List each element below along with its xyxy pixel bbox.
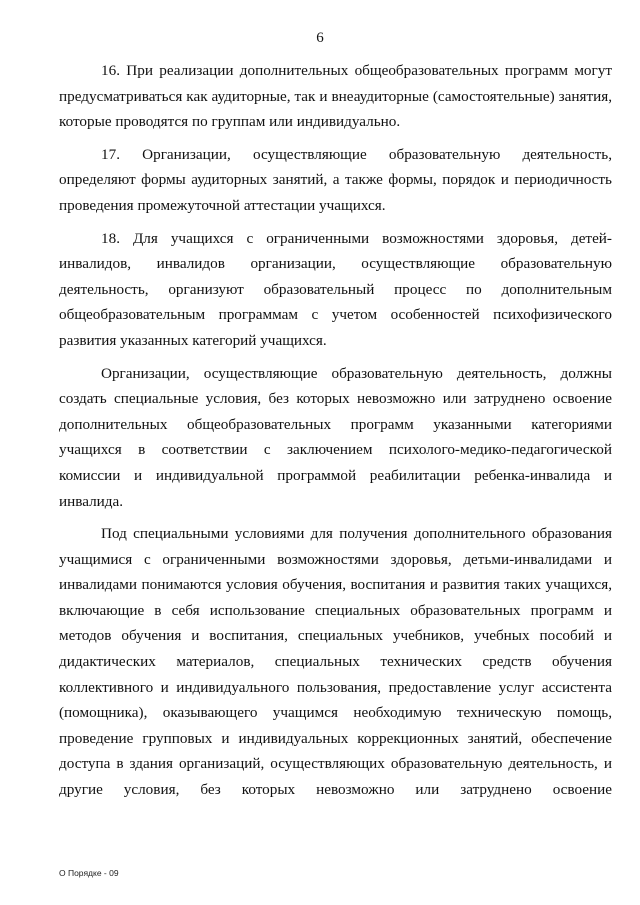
document-body [59, 58, 612, 803]
paragraph-special-conditions-definition: Под специальными условиями для получения дополнительного образования учащимися с ограниченными возможностями здоровья, детьми-инвалидами и инвалидами понимаются условия обучения, воспитания и развития таких учащихся, включающие в себя использование специальных образовательных программ и методов обучения и воспитания, специальных учебников, учебных пособий и дидактических материалов, специальных технических средств обучения коллективного и индивидуального пользования, предоставление услуг ассистента (помощника), оказывающего учащимся необходимую техническую помощь, проведение групповых и индивидуальных коррекционных занятий, обеспечение доступа в здания организаций, осуществляющих образовательную деятельность, и другие условия, без которых невозможно или затруднено освоение [59, 525, 612, 799]
paragraph-16: 16. При реализации дополнительных общеобразовательных программ могут предусматриваться как аудиторные, так и внеаудиторные (самостоятельные) занятия, которые проводятся по группам или индивидуально. [59, 62, 612, 131]
paragraph-special-conditions-requirement: Организации, осуществляющие образовательную деятельность, должны создать специальные условия, без которых невозможно или затруднено освоение дополнительных общеобразовательных программ указанными категориями учащихся в соответствии с заключением психолого-медико-педагогической комиссии и индивидуальной программой реабилитации ребенка-инвалида и инвалида. [59, 364, 612, 510]
page-number: 6 [316, 30, 324, 46]
footer-document-code: О Порядке - 09 [59, 868, 119, 878]
paragraph-18: 18. Для учащихся с ограниченными возможностями здоровья, детей-инвалидов, инвалидов организации, осуществляющие образовательную деятельность, организуют образовательный процесс по дополнительным общеобразовательным программам с учетом особенностей психофизического развития указанных категорий учащихся. [59, 229, 612, 349]
paragraph-17: 17. Организации, осуществляющие образовательную деятельность, определяют формы аудиторных занятий, а также формы, порядок и периодичность проведения промежуточной аттестации учащихся. [59, 145, 612, 214]
